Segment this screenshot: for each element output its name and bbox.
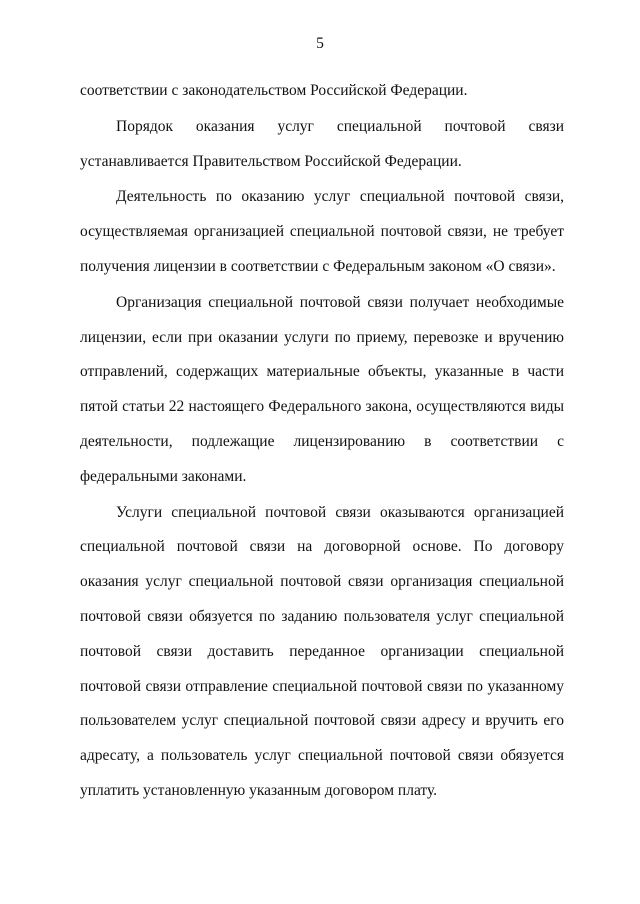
paragraph-3: Деятельность по оказанию услуг специальной почтовой связи, осуществляемая организацией специальной почтовой связи, не требует получения лицензии в соответствии с Федеральным законом «О связи».: [80, 188, 564, 275]
document-body: [80, 74, 564, 809]
paragraph-2: Порядок оказания услуг специальной почтовой связи устанавливается Правительством Российской Федерации.: [80, 117, 564, 170]
paragraph-4: Организация специальной почтовой связи получает необходимые лицензии, если при оказании услуги по приему, перевозке и вручению отправлений, содержащих материальные объекты, указанные в части пятой статьи 22 настоящего Федерального закона, осуществляются виды деятельности, подлежащие лицензированию в соответствии с федеральными законами.: [80, 293, 564, 485]
paragraph-5: Услуги специальной почтовой связи оказываются организацией специальной почтовой связи на договорной основе. По договору оказания услуг специальной почтовой связи организация специальной почтовой связи обязуется по заданию пользователя услуг специальной почтовой связи доставить переданное организации специальной почтовой связи отправление специальной почтовой связи по указанному пользователем услуг специальной почтовой связи адресу и вручить его адресату, а пользователь услуг специальной почтовой связи обязуется уплатить установленную указанным договором плату.: [80, 503, 564, 799]
paragraph-1: соответствии с законодательством Российской Федерации.: [80, 82, 468, 99]
page-number: 5: [316, 35, 324, 52]
